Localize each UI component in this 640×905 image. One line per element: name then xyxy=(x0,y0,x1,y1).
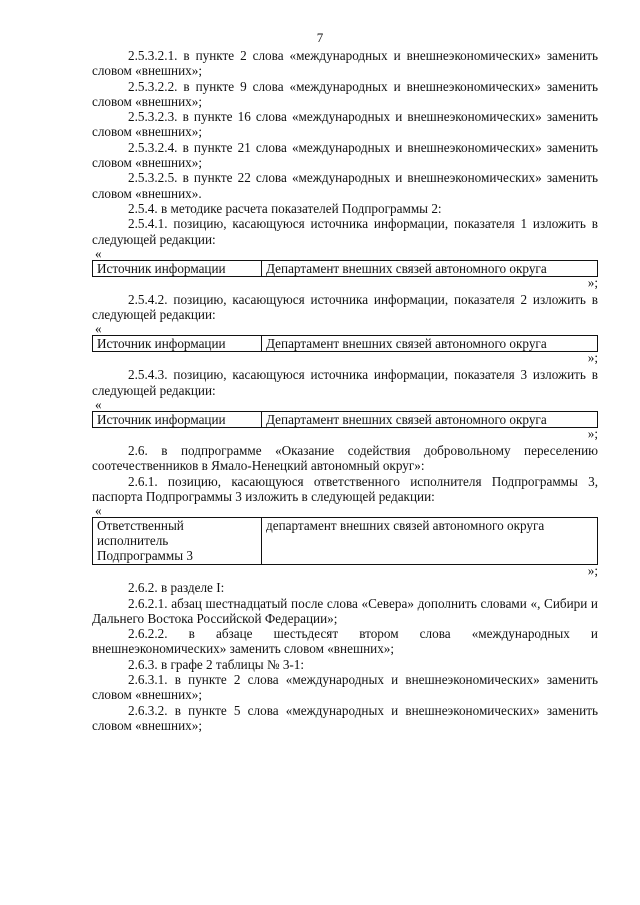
quote-open: « xyxy=(95,503,102,519)
table-4-value: департамент внешних связей автономного округа xyxy=(262,518,598,565)
paragraph-262: 2.6.2. в разделе I: xyxy=(128,580,225,596)
paragraph-2621: 2.6.2.1. абзац шестнадцатый после слова «Севера» дополнить словами «, Сибири и Дальнего Востока Российской Федерации»; xyxy=(92,595,598,626)
page-number: 7 xyxy=(316,30,324,45)
source-table-3 xyxy=(92,411,598,428)
paragraph-254: 2.5.4. в методике расчета показателей Подпрограммы 2: xyxy=(128,200,442,216)
paragraph-2622: 2.6.2.2. в абзаце шестьдесят втором слова «международных и внешнеэкономических» заменить словом «внешних»; xyxy=(92,626,598,657)
paragraph-25323: 2.5.3.2.3. в пункте 16 слова «международных и внешнеэкономических» заменить словом «внешних»; xyxy=(92,109,598,140)
quote-close: »; xyxy=(587,563,598,579)
paragraph-2541: 2.5.4.1. позицию, касающуюся источника информации, показателя 1 изложить в следующей редакции: xyxy=(92,216,598,247)
source-table-1 xyxy=(92,260,598,277)
paragraph-263: 2.6.3. в графе 2 таблицы № 3-1: xyxy=(128,656,305,672)
paragraph-25325: 2.5.3.2.5. в пункте 22 слова «международных и внешнеэкономических» заменить словом «внешних». xyxy=(92,170,598,201)
paragraph-2632: 2.6.3.2. в пункте 5 слова «международных и внешнеэкономических» заменить словом «внешних»; xyxy=(92,702,598,733)
quote-open: « xyxy=(95,321,102,337)
paragraph-2542: 2.5.4.2. позицию, касающуюся источника информации, показателя 2 изложить в следующей редакции: xyxy=(92,291,598,323)
quote-close: »; xyxy=(587,350,598,366)
table-3-value: Департамент внешних связей автономного округа xyxy=(262,412,598,428)
document-body xyxy=(92,48,598,733)
quote-close: »; xyxy=(587,274,598,290)
paragraph-2631: 2.6.3.1. в пункте 2 слова «международных и внешнеэкономических» заменить словом «внешних»; xyxy=(92,672,598,703)
table-1-label: Источник информации xyxy=(93,260,262,276)
quote-close: »; xyxy=(587,426,598,442)
quote-open: « xyxy=(95,245,102,261)
table-4-label: Ответственный исполнитель Подпрограммы 3 xyxy=(93,518,262,565)
table-3-label: Источник информации xyxy=(93,412,262,428)
table-2-value: Департамент внешних связей автономного округа xyxy=(262,336,598,352)
quote-open: « xyxy=(95,397,102,413)
paragraph-261: 2.6.1. позицию, касающуюся ответственного исполнителя Подпрограммы 3, паспорта Подпрограммы 3 изложить в следующей редакции: xyxy=(92,473,598,504)
table-1-value: Департамент внешних связей автономного округа xyxy=(262,260,598,276)
paragraph-25322: 2.5.3.2.2. в пункте 9 слова «международных и внешнеэкономических» заменить словом «внешних»; xyxy=(92,78,598,109)
paragraph-25324: 2.5.3.2.4. в пункте 21 слова «международных и внешнеэкономических» заменить словом «внешних»; xyxy=(92,139,598,171)
responsible-executor-table xyxy=(92,517,598,565)
paragraph-25321: 2.5.3.2.1. в пункте 2 слова «международных и внешнеэкономических» заменить словом «внешних»; xyxy=(92,48,598,79)
source-table-2 xyxy=(92,335,598,352)
paragraph-2543: 2.5.4.3. позицию, касающуюся источника информации, показателя 3 изложить в следующей редакции: xyxy=(92,367,598,398)
table-2-label: Источник информации xyxy=(93,336,262,352)
paragraph-26: 2.6. в подпрограмме «Оказание содействия добровольному переселению соотечественников в Ямало-Ненецкий автономный округ»: xyxy=(92,443,598,474)
